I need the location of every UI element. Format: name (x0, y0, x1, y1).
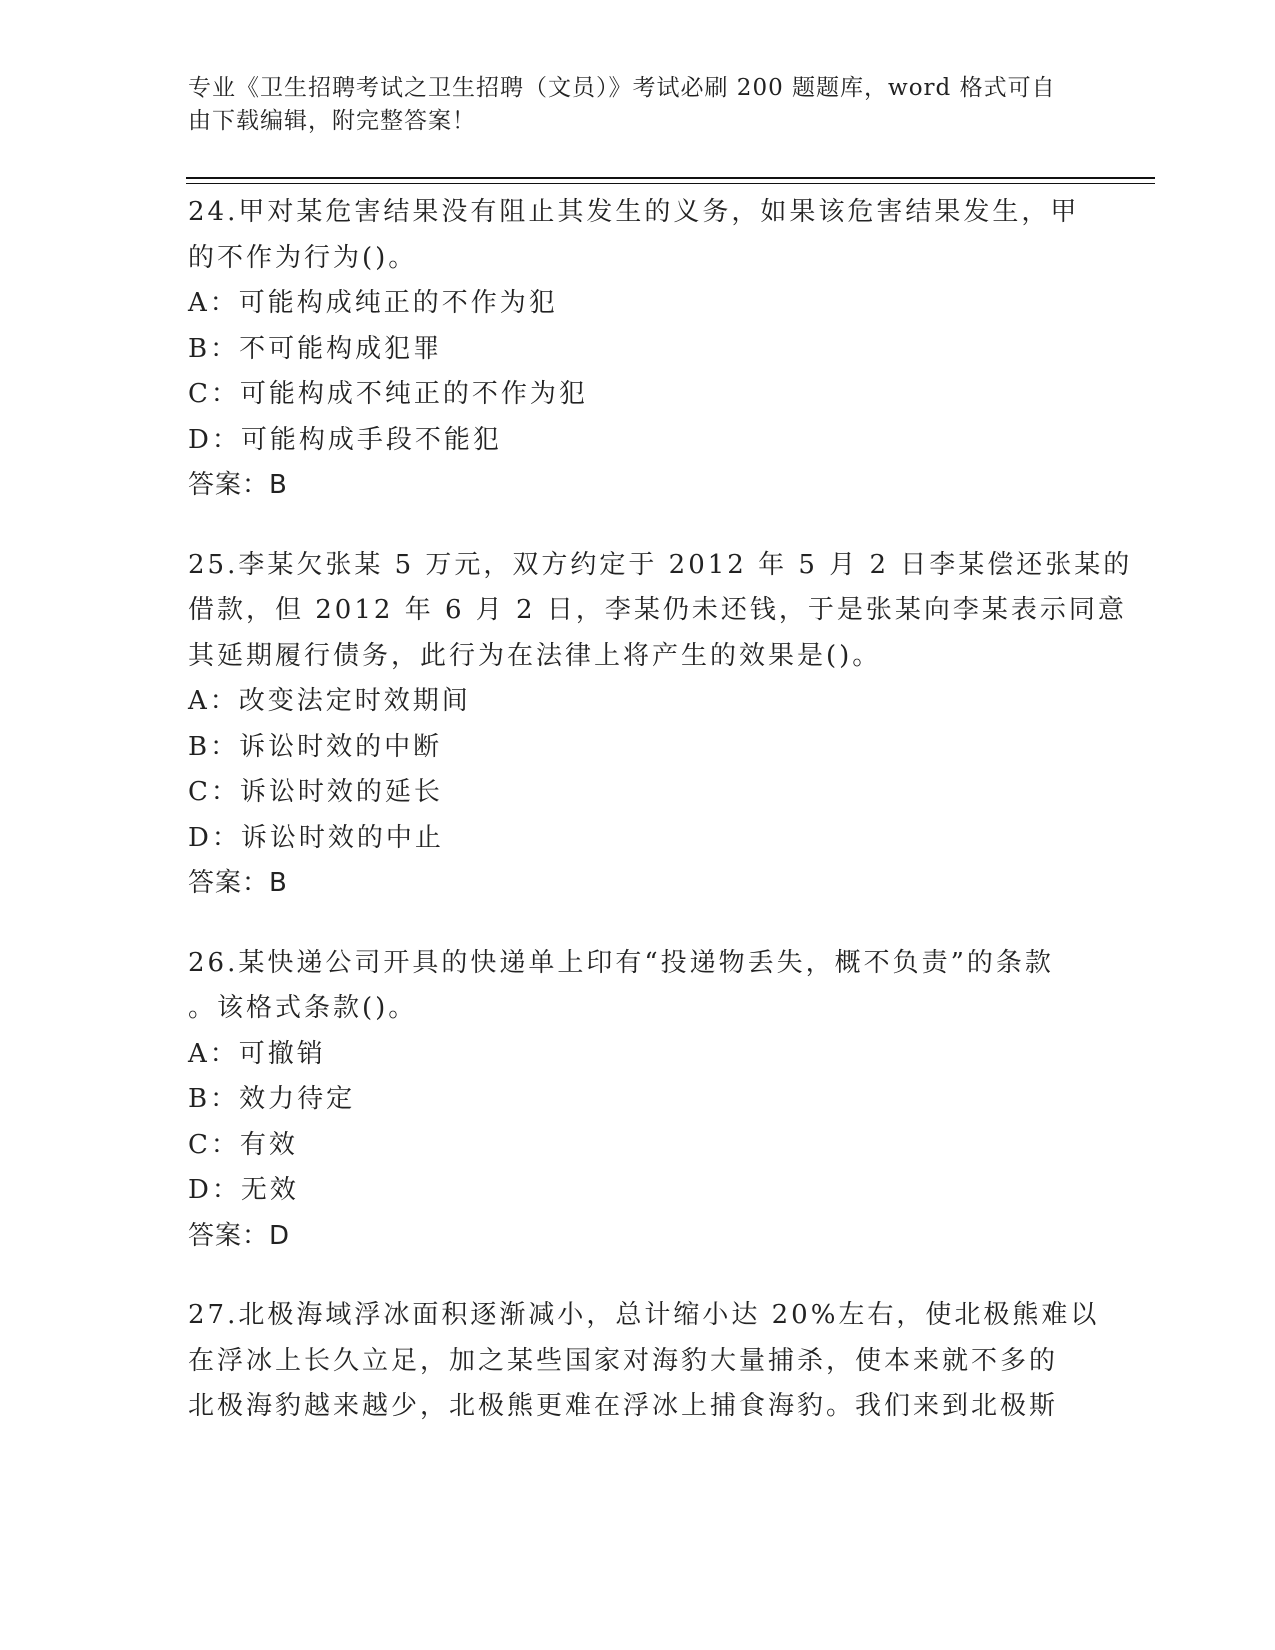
question-24 (188, 190, 1088, 509)
header-divider-thin (186, 183, 1155, 184)
answer: 答案：B (188, 470, 288, 500)
document-header (188, 72, 1068, 138)
header-line: 由下载编辑，附完整答案！ (188, 108, 476, 134)
header-line: 专业《卫生招聘考试之卫生招聘（文员）》考试必刷 200 题题库，word 格式可自 (188, 75, 1056, 101)
question-26 (188, 941, 1088, 1260)
question-text-line: 25.李某欠张某 5 万元，双方约定于 2012 年 5 月 2 日李某偿还张某的 (188, 549, 1133, 580)
option-d: D：可能构成手段不能犯 (188, 424, 502, 455)
option-d: D：诉讼时效的中止 (188, 822, 444, 853)
header-divider-thick (186, 177, 1155, 179)
option-c: C：可能构成不纯正的不作为犯 (188, 379, 588, 409)
option-b: B：诉讼时效的中断 (188, 731, 443, 762)
answer: 答案：B (188, 868, 288, 898)
option-d: D：无效 (188, 1175, 299, 1205)
option-c: C：有效 (188, 1129, 298, 1160)
question-text-line: 借款，但 2012 年 6 月 2 日，李某仍未还钱，于是张某向李某表示同意 (188, 595, 1127, 625)
question-text-line: 26.某快递公司开具的快递单上印有“投递物丢失，概不负责”的条款 (188, 947, 1054, 978)
question-text-line: 27.北极海域浮冰面积逐渐减小，总计缩小达 20%左右，使北极熊难以 (188, 1300, 1100, 1330)
option-b: B：不可能构成犯罪 (188, 333, 443, 364)
question-text-line: 其延期履行债务，此行为在法律上将产生的效果是()。 (188, 640, 882, 671)
answer: 答案：D (188, 1220, 291, 1251)
option-a: A：改变法定时效期间 (188, 686, 471, 716)
question-text-line: 在浮冰上长久立足，加之某些国家对海豹大量捕杀，使本来就不多的 (188, 1345, 1059, 1376)
option-a: A：可能构成纯正的不作为犯 (188, 288, 558, 318)
question-25 (188, 543, 1133, 907)
option-a: A：可撤销 (188, 1038, 326, 1069)
question-text-line: 的不作为行为()。 (188, 242, 418, 273)
question-list (188, 190, 1133, 1464)
question-text-line: 24.甲对某危害结果没有阻止其发生的义务，如果该危害结果发生，甲 (188, 197, 1080, 227)
question-text-line: 。该格式条款()。 (188, 993, 418, 1023)
option-c: C：诉讼时效的延长 (188, 777, 443, 807)
option-b: B：效力待定 (188, 1084, 356, 1114)
question-text-line: 北极海豹越来越少，北极熊更难在浮冰上捕食海豹。我们来到北极斯 (188, 1391, 1059, 1421)
question-27 (188, 1293, 1100, 1430)
